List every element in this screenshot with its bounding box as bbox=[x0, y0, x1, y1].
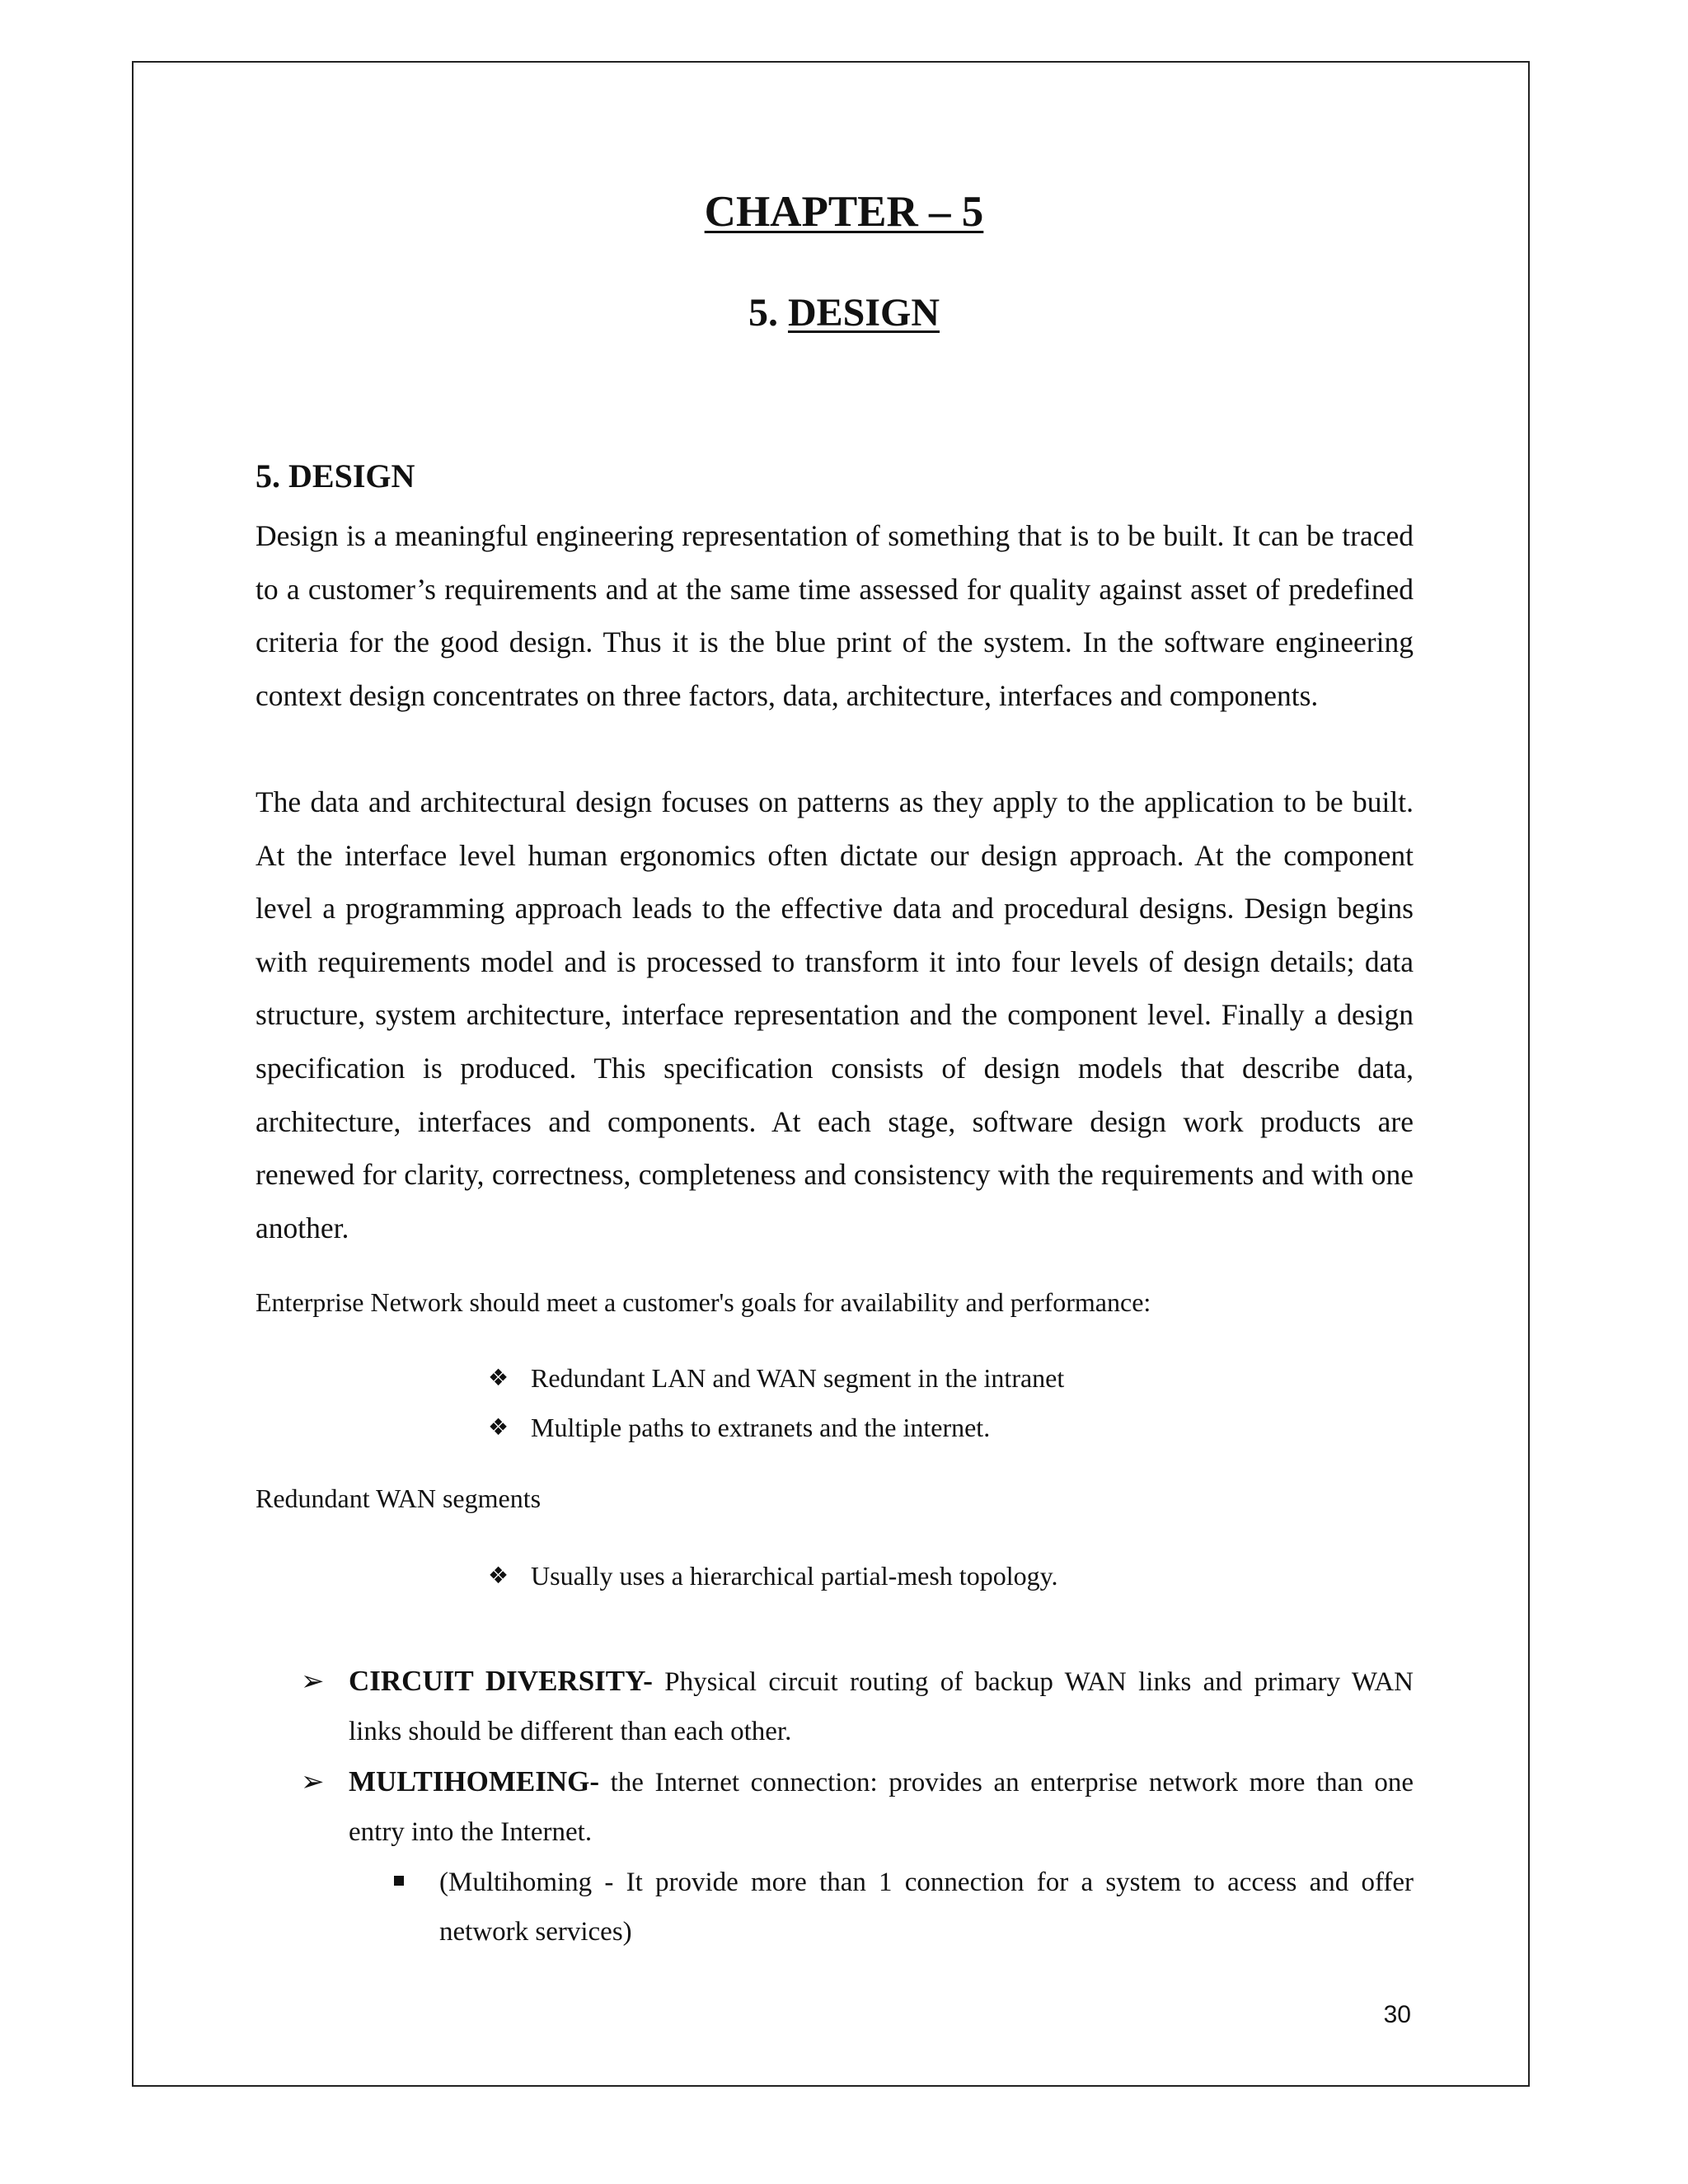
arrow-item-text bbox=[349, 1757, 1414, 1857]
enterprise-intro: Enterprise Network should meet a customer's goals for availability and performance: bbox=[256, 1287, 1151, 1317]
term-description: Physical circuit routing of backup WAN links and primary WAN links should be different than each other. bbox=[349, 1667, 1414, 1746]
term-circuit-diversity: CIRCUIT DIVERSITY- bbox=[349, 1665, 653, 1697]
chapter-subtitle-word: DESIGN bbox=[787, 291, 940, 335]
chapter-subtitle bbox=[0, 287, 1688, 340]
list-item-text: Usually uses a hierarchical partial-mesh topology. bbox=[531, 1561, 1058, 1591]
diamond-bullet-icon: ❖ bbox=[488, 1364, 509, 1391]
arrow-item-text bbox=[349, 1657, 1414, 1756]
square-bullet-icon bbox=[394, 1876, 404, 1886]
sub-list-item-text: (Multihoming - It provide more than 1 connection for a system to access and offer network services) bbox=[439, 1868, 1414, 1947]
chapter-subtitle-number: 5. bbox=[748, 291, 778, 335]
chapter-title: CHAPTER – 5 bbox=[704, 188, 984, 236]
wan-intro: Redundant WAN segments bbox=[256, 1483, 542, 1513]
diamond-bullet-icon: ❖ bbox=[488, 1413, 509, 1441]
paragraph-2: The data and architectural design focuses on patterns as they apply to the application to be built. At the interface level human ergonomics often dictate our design approach. At the component level a programming approach leads to the effective data and procedural designs. Design begins with requirements model and is processed to transform it into four levels of design details; data structure, system architecture, interface representation and the component level. Finally a design specification is produced. This specification consists of design models that describe data, architecture, interfaces and components. At each stage, software design work products are renewed for clarity, correctness, completeness and consistency with the requirements and with one another. bbox=[256, 785, 1414, 1244]
paragraph-1: Design is a meaningful engineering representation of something that is to be built. It can be traced to a customer’s requirements and at the same time assessed for quality against asset of predefined criteria for the good design. Thus it is the blue print of the system. In the software engineering context design concentrates on three factors, data, architecture, interfaces and components. bbox=[256, 519, 1414, 712]
page-number: 30 bbox=[1383, 2001, 1411, 2028]
arrow-bullet-icon: ➢ bbox=[301, 1765, 325, 1798]
term-multihoming: MULTIHOMEING- bbox=[349, 1765, 600, 1797]
term-description: the Internet connection: provides an enterprise network more than one entry into the Internet. bbox=[349, 1768, 1414, 1847]
diamond-bullet-icon: ❖ bbox=[488, 1562, 509, 1589]
list-item-text: Redundant LAN and WAN segment in the intranet bbox=[531, 1363, 1065, 1393]
list-item-text: Multiple paths to extranets and the internet. bbox=[531, 1413, 991, 1442]
arrow-bullet-icon: ➢ bbox=[301, 1665, 325, 1698]
section-heading: 5. DESIGN bbox=[256, 457, 415, 494]
